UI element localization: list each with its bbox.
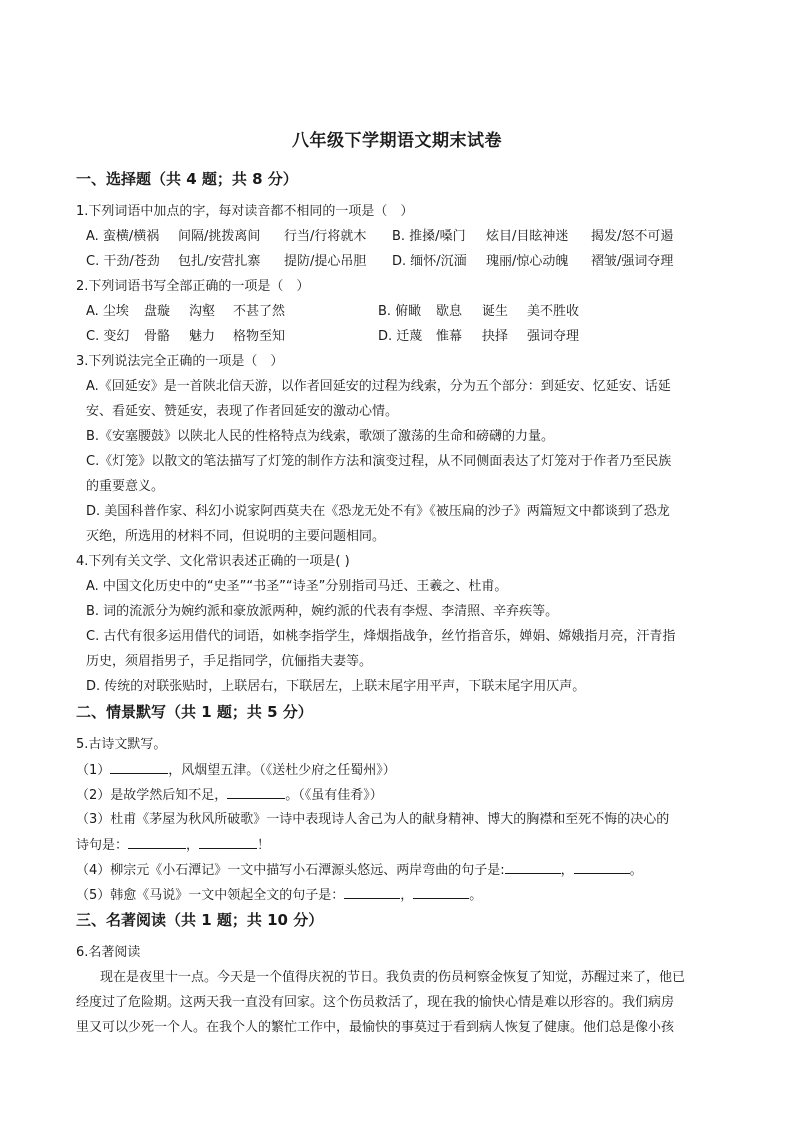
option-d: D. 迁蔑 xyxy=(378,329,423,344)
option-b: B. 推搡/嗓门 xyxy=(392,229,466,244)
option-b-word-2: 歇息 xyxy=(436,304,463,319)
option-b-word-3: 诞生 xyxy=(482,304,509,319)
question-4-stem: 4.下列有关文学、文化常识表述正确的一项是( ) xyxy=(76,554,350,569)
option-c: C. 干劲/苍劲 xyxy=(86,254,160,269)
question-1-options-row-1 xyxy=(86,228,726,245)
part-1-suffix: ，风烟望五津。（《送杜少府之任蜀州》） xyxy=(168,763,396,778)
option-a: A. 尘埃 xyxy=(86,304,129,319)
question-5-part-1 xyxy=(76,761,396,779)
reading-passage-line-2: 经度过了危险期。这两天我一直没有回家。这个伤员救活了，现在我的愉快心情是难以形容的。我们病房 xyxy=(76,995,675,1010)
question-5-stem: 5.古诗文默写。 xyxy=(76,737,167,752)
question-4-option-c-line-1: C. 古代有很多运用借代的词语，如桃李指学生，烽烟指战争，丝竹指音乐，婵娟、嫦娥指月亮，汗青指 xyxy=(86,629,676,644)
option-b-word-4: 美不胜收 xyxy=(527,304,580,319)
option-a-word-3: 行当/行将就木 xyxy=(284,229,367,244)
question-3-option-c-line-1: C.《灯笼》以散文的笔法描写了灯笼的制作方法和演变过程，从不同侧面表达了灯笼对于作者乃至民族 xyxy=(86,454,672,469)
question-3-option-d-line-2: 灭绝，所选用的材料不同，但说明的主要问题相同。 xyxy=(86,529,386,544)
part-3-suffix: ！ xyxy=(257,838,271,853)
option-d: D. 缅怀/沉湎 xyxy=(392,254,467,269)
reading-passage-line-1: 现在是夜里十一点。今天是一个值得庆祝的节日。我负责的伤员柯察金恢复了知觉，苏醒过来了，他已 xyxy=(100,970,686,985)
option-c-word-3: 提防/提心吊胆 xyxy=(284,254,367,269)
answer-blank[interactable] xyxy=(128,836,186,849)
option-a-word-2: 盘璇 xyxy=(144,304,171,319)
question-2-stem: 2.下列词语书写全部正确的一项是（ ） xyxy=(76,279,310,294)
question-5-part-5 xyxy=(76,886,482,904)
part-3-separator: ， xyxy=(186,838,200,853)
question-2-options-row-2 xyxy=(86,328,726,345)
option-a-word-4: 不甚了然 xyxy=(233,304,286,319)
question-3-stem: 3.下列说法完全正确的一项是（ ） xyxy=(76,354,284,369)
question-3-option-c-line-2: 的重要意义。 xyxy=(86,479,165,494)
answer-blank[interactable] xyxy=(199,836,257,849)
option-c-word-2: 骨骼 xyxy=(144,329,171,344)
option-c-word-4: 格物至知 xyxy=(233,329,286,344)
part-4-suffix: 。 xyxy=(629,863,643,878)
question-1-stem: 1.下列词语中加点的字，每对读音都不相同的一项是（ ） xyxy=(76,204,414,219)
answer-blank[interactable] xyxy=(110,761,168,774)
option-a: A. 蛮横/横祸 xyxy=(86,229,160,244)
option-d-word-2: 瑰丽/惊心动魄 xyxy=(486,254,569,269)
question-4-option-c-line-2: 历史，须眉指男子，手足指同学，伉俪指夫妻等。 xyxy=(86,654,373,669)
option-d-word-2: 惟幕 xyxy=(436,329,463,344)
part-1-prefix: （1） xyxy=(76,763,111,778)
question-4-option-a: A. 中国文化历史中的“史圣”“书圣”“诗圣”分别指司马迁、王羲之、杜甫。 xyxy=(86,579,508,594)
answer-blank[interactable] xyxy=(574,861,630,874)
part-2-suffix: 。（《虽有佳肴》） xyxy=(285,788,383,803)
question-5-part-4 xyxy=(76,861,643,879)
question-5-part-3-line-1: （3）杜甫《茅屋为秋风所破歌》一诗中表现诗人舍己为人的献身精神、博大的胸襟和至死不悔的决心的 xyxy=(76,812,670,827)
part-3-prefix: 诗句是： xyxy=(76,838,129,853)
question-3-option-d-line-1: D. 美国科普作家、科幻小说家阿西莫夫在《恐龙无处不有》《被压扁的沙子》两篇短文中都谈到了恐龙 xyxy=(86,504,670,519)
answer-blank[interactable] xyxy=(505,861,561,874)
question-2-options-row-1 xyxy=(86,303,726,320)
question-1-options-row-2 xyxy=(86,253,726,270)
page-title: 八年级下学期语文期末试卷 xyxy=(292,131,502,151)
option-d-word-3: 褶皱/强词夺理 xyxy=(591,254,674,269)
part-4-prefix: （4）柳宗元《小石潭记》一文中描写小石潭源头悠远、两岸弯曲的句子是: xyxy=(76,863,505,878)
question-6-stem: 6.名著阅读 xyxy=(76,945,141,960)
option-d-word-3: 抉择 xyxy=(482,329,509,344)
part-5-prefix: （5）韩愈《马说》一文中领起全文的句子是： xyxy=(76,888,345,903)
answer-blank[interactable] xyxy=(344,886,400,899)
option-b-word-3: 揭发/怒不可遏 xyxy=(591,229,674,244)
option-c: C. 变幻 xyxy=(86,329,130,344)
section-heading-classics: 三、名著阅读（共 1 题；共 10 分） xyxy=(76,911,324,929)
reading-passage-line-3: 里又可以少死一个人。在我个人的繁忙工作中，最愉快的事莫过于看到病人恢复了健康。他们总是像小孩 xyxy=(76,1020,675,1035)
answer-blank[interactable] xyxy=(413,886,469,899)
section-heading-choice: 一、选择题（共 4 题；共 8 分） xyxy=(76,170,298,188)
question-4-option-d: D. 传统的对联张贴时，上联居右，下联居左，上联末尾字用平声，下联末尾字用仄声。 xyxy=(86,679,586,694)
question-3-option-a-line-1: A.《回延安》是一首陕北信天游，以作者回延安的过程为线索，分为五个部分：到延安、忆延安、话延 xyxy=(86,379,671,394)
answer-blank[interactable] xyxy=(227,786,285,799)
option-c-word-2: 包扎/安营扎寨 xyxy=(178,254,261,269)
option-c-word-3: 魅力 xyxy=(189,329,216,344)
question-5-part-2 xyxy=(76,786,383,804)
part-5-suffix: 。 xyxy=(469,888,483,903)
option-d-word-4: 强词夺理 xyxy=(527,329,580,344)
question-5-part-3-line-2 xyxy=(76,836,270,854)
option-b: B. 俯瞰 xyxy=(378,304,422,319)
section-heading-recitation: 二、情景默写（共 1 题；共 5 分） xyxy=(76,703,313,721)
part-5-separator: ， xyxy=(400,888,414,903)
question-3-option-a-line-2: 安、看延安、赞延安，表现了作者回延安的激动心情。 xyxy=(86,404,399,419)
option-a-word-3: 沟壑 xyxy=(189,304,216,319)
part-4-separator: ， xyxy=(560,863,574,878)
question-4-option-b: B. 词的流派分为婉约派和豪放派两种，婉约派的代表有李煜、李清照、辛弃疾等。 xyxy=(86,604,559,619)
option-a-word-2: 间隔/挑拨离间 xyxy=(178,229,261,244)
part-2-prefix: （2）是故学然后知不足， xyxy=(76,788,228,803)
question-3-option-b: B.《安塞腰鼓》以陕北人民的性格特点为线索，歌颂了激荡的生命和磅礴的力量。 xyxy=(86,429,555,444)
option-b-word-2: 炫目/目眩神迷 xyxy=(486,229,569,244)
